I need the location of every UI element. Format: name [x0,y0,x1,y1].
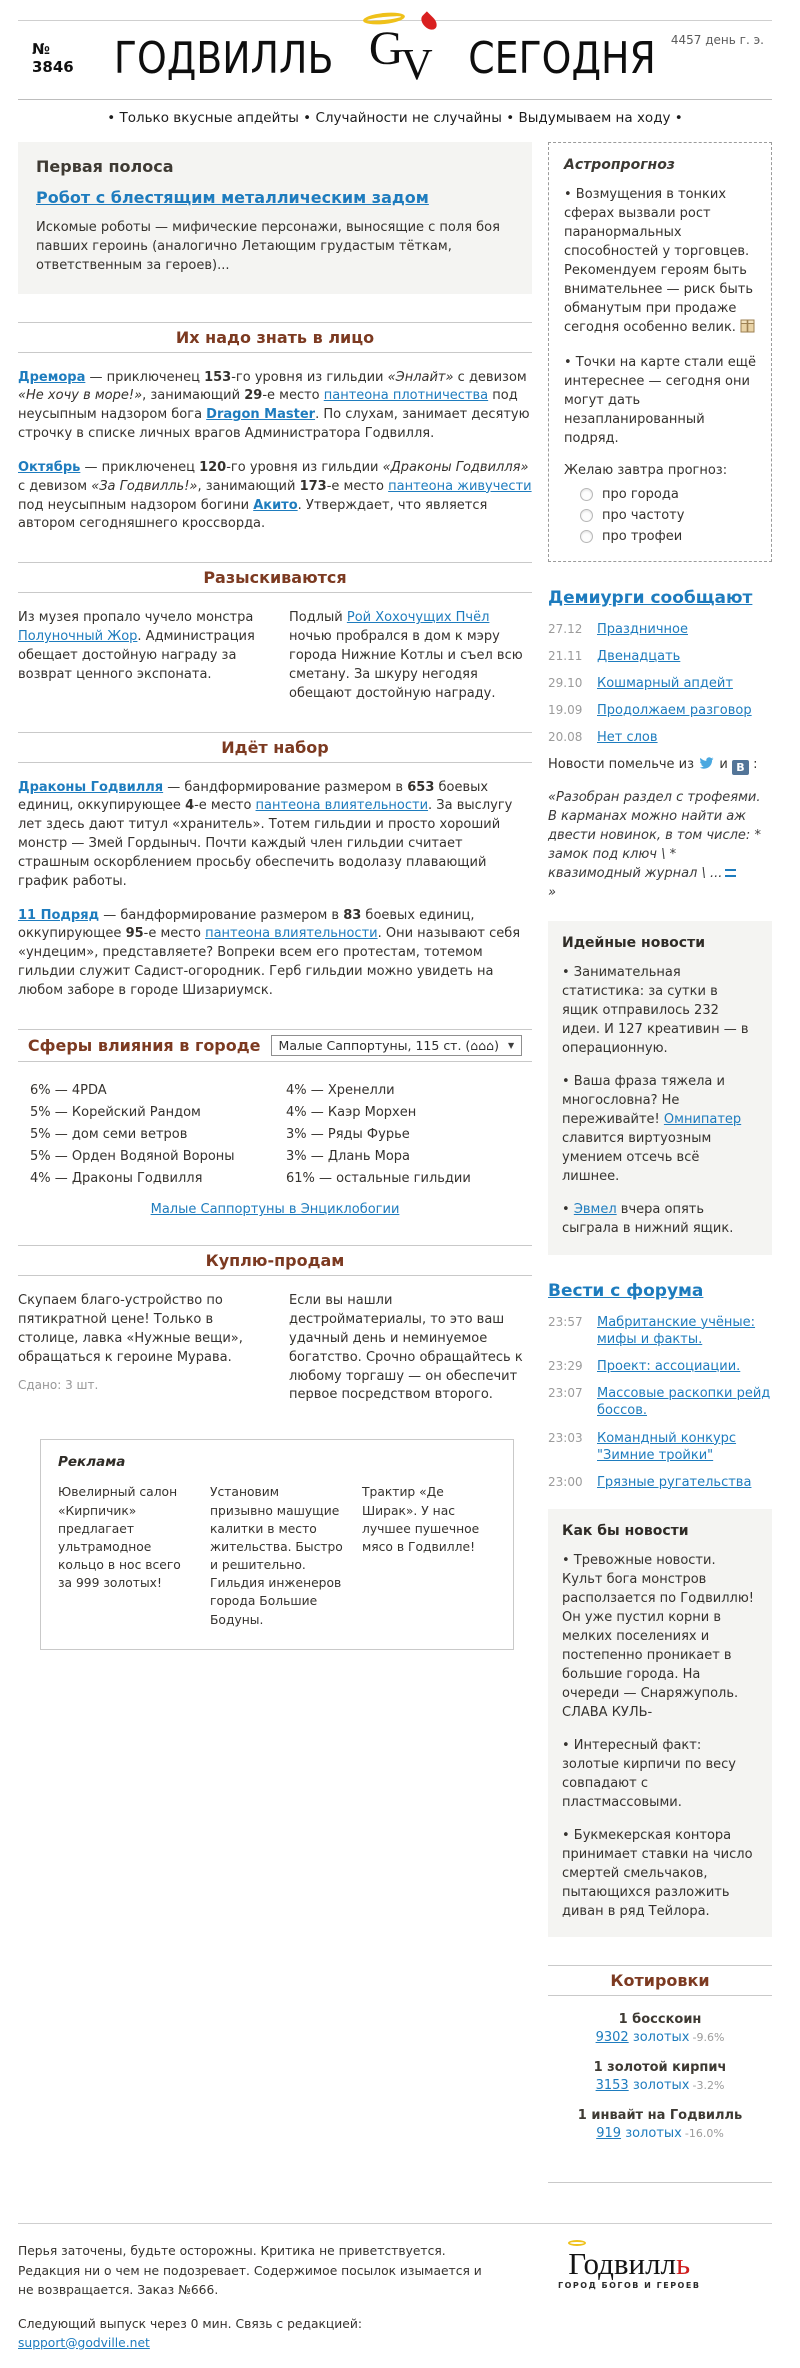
influence-row: 5% — дом семи ветров [30,1126,188,1142]
astro-heading: Астропрогноз [564,157,675,173]
godville-footer-logo: Годвилль ГОРОД БОГОВ И ГЕРОЕВ [558,2242,700,2367]
section-heading-recruiting: Идёт набор [18,732,532,763]
feed-item: 23:00 Грязные ругательства [548,1474,752,1490]
market-quotes-section [548,1965,772,2183]
ads-section [40,1439,514,1650]
logo-letter-g: G [368,22,404,75]
ad-item: Установим призывно машущие калитки в место жительства. Быстро и решительно. Гильдия инженеров города Большие Бодуны. [210,1485,343,1627]
feed-item: 29.10 Кошмарный апдейт [548,675,733,691]
market-note: Сдано: 3 шт. [18,1377,99,1392]
demiurge-post-link[interactable]: Продолжаем разговор [597,703,752,719]
twitter-icon[interactable] [698,756,715,770]
section-heading-market: Куплю-продам [18,1245,532,1276]
influence-row: 3% — Длань Мора [286,1149,411,1165]
poll-option-cities[interactable]: про города [564,484,756,505]
quote-change: -16.0% [684,2127,724,2141]
quote-value-link[interactable]: 9302 [595,2030,629,2046]
influence-left [30,1080,264,1190]
forum-topic-link[interactable]: Командный конкурс "Зимние тройки" [597,1430,737,1463]
quote-value-link[interactable]: 919 [596,2126,622,2142]
monster-link[interactable]: Рой Хохочущих Пчёл [346,610,490,626]
demiurge-post-link[interactable]: Двенадцать [597,648,681,664]
pseudo-news-heading: Как бы новости [562,1523,689,1540]
feed-item: 23:29 Проект: ассоциации. [548,1359,741,1375]
pantheon-link[interactable]: пантеона живучести [388,478,532,494]
quote-item: 1 инвайт на Годвилль 919 золотых -16.0% [577,2108,743,2142]
influence-row: 4% — Каэр Морхен [286,1104,417,1120]
hero-profile-2: Октябрь — приключенец 120-го уровня из гильдии «Драконы Годвилля» с девизом «За Годвилль!», занимающий 173-е место пантеона живучести под неусыпным надзором богини Акито. Утверждает, что является автором сегодняшнего кроссворда. [18,459,532,532]
hero-profile-1: Дремора — приключенец 153-го уровня из гильдии «Энлайт» с девизом «Не хочу в море!», занимающий 29-е место пантеона плотничества под неусыпным надзором бога Dragon Master. По слухам, занимает десятую строчку в списке личных врагов Администратора Годвилля. [18,369,530,442]
radio-button[interactable] [580,530,593,543]
market-left: Скупаем благо-устройство по пятикратной цене! Только в столице, лавка «Нужные вещи», обращаться к героине Мурава. Сдано: 3 шт. [18,1292,261,1405]
forum-heading-link[interactable]: Вести с форума [548,1280,704,1301]
poll-label: Желаю завтра прогноз: [564,462,728,478]
city-wiki-link[interactable]: Малые Саппортуны в Энциклобогии [150,1202,400,1218]
influence-row: 5% — Орден Водяной Вороны [30,1149,235,1165]
footer-disclaimer: Перья заточены, будьте осторожны. Критика не приветствуется. Редакция ни о чем не подозревает. Содержимое посылок изымается и не возвращается. Заказ №666. [18,2244,482,2297]
footer [18,2223,772,2367]
sidebar [548,128,772,2183]
influence-row: 3% — Ряды Фурье [286,1126,410,1142]
section-heading-faces: Их надо знать в лицо [18,322,532,353]
influence-row: 6% — 4PDA [30,1082,107,1098]
pantheon-link[interactable]: пантеона влиятельности [205,926,378,942]
influence-columns [18,1078,532,1192]
demiurge-post-link[interactable]: Кошмарный апдейт [597,675,733,691]
pseudo-news-item-1: • Тревожные новости. Культ бога монстров расползается по Годвиллю! Он уже пустил корни в мелких поселениях и постепенно проникает в большие города. На очереди — Снаряжуполь. СЛАВА КУЛЬ- [562,1553,755,1720]
hero-link[interactable]: Октябрь [18,459,81,475]
pseudo-news-item-2: • Интересный факт: золотые кирпичи по весу совпадают с пластмассовыми. [562,1737,736,1810]
front-page-heading: Первая полоса [36,157,174,176]
guild-profile-2: 11 Подряд — бандформирование размером в 83 боевых единиц, оккупирующее 95-е место пантеона влиятельности. Они называют себя «ундецим», представляете? Вопреки всем его протестам, тотемом гильдии служит Садист-огородник. Герб гильдии можно увидеть на любом заборе в городе Шизариумск. [18,907,521,998]
quotes-heading: Котировки [548,1965,772,1996]
feed-item: 20.08 Нет слов [548,730,658,746]
pantheon-link[interactable]: пантеона плотничества [323,388,489,404]
forum-list [548,1314,772,1491]
vk-icon[interactable]: В [732,760,749,775]
guild-link[interactable]: 11 Подряд [18,907,100,923]
front-page-section [18,142,532,294]
astro-forecast-section [548,142,772,562]
ad-item: Трактир «Де Ширак». У нас лучшее пушечное мясо в Годвилле! [362,1485,480,1554]
wanted-left: Из музея пропало чучело монстра Полуночный Жор. Администрация обещает достойную награду за возврат ценного экспоната. [18,610,255,682]
expand-icon[interactable] [725,869,736,877]
masthead-title-left: ГОДВИЛЛЬ [113,32,333,84]
logo-accent-letter: ь [676,2246,691,2282]
ad-item: Ювелирный салон «Кирпичик» предлагает ультрамодное кольцо в нос всего за 999 золотых! [58,1485,181,1591]
logo-letter-v: V [400,40,433,89]
flame-icon [418,11,439,32]
main-column [18,128,532,2183]
city-select[interactable]: Малые Саппортуны, 115 ст. (⌂⌂⌂) ▼ [271,1035,523,1056]
influence-right [286,1080,520,1190]
caret-down-icon: ▼ [507,1040,515,1050]
feed-item: 23:07 Массовые раскопки рейд боссов. [548,1386,771,1419]
monster-link[interactable]: Полуночный Жор [18,629,138,645]
radio-button[interactable] [580,488,593,501]
feed-item: 23:03 Командный конкурс "Зимние тройки" [548,1430,772,1464]
wanted-right: Подлый Рой Хохочущих Пчёл ночью пробрался в дом к мэру города Нижние Котлы и съел всю сметану. За шкуру негодяя обещают достойную награду. [289,610,523,701]
demiurge-heading [548,588,772,608]
guild-profile-1: Драконы Годвилля — бандформирование размером в 653 боевых единиц, оккупирующее 4-е место пантеона влиятельности. За выслугу лет здесь дают титул «хранитель». Тотем гильдии и просто хороший монстр — Змей Гордыныч. Почти каждый член гильдии считает страшным оскорблением просьбу обеспечить водолазу плавающий график работы. [18,779,513,889]
forum-topic-link[interactable]: Мабританские учёные: мифы и факты. [597,1314,756,1347]
quote-value-link[interactable]: 3153 [595,2078,629,2094]
feed-item: 21.11 Двенадцать [548,648,681,664]
footer-logo-subtitle: ГОРОД БОГОВ И ГЕРОЕВ [558,2281,701,2291]
idea-news-item-3: • Эвмел вчера опять сыграла в нижний ящик. [562,1201,734,1236]
demiurge-heading-link[interactable]: Демиурги сообщают [548,587,753,608]
day-counter: 4457 день г. э. [670,33,764,47]
astro-item-1: • Возмущения в тонких сферах вызвали рост паранормальных способностей у торговцев. Рекомендуем героям быть внимательнее — риск быть обманутым при продаже сегодня особенно велик. [564,186,756,340]
god-link[interactable]: Dragon Master [206,407,316,423]
influence-row: 4% — Драконы Годвилля [30,1171,203,1187]
influence-row: 4% — Хренелли [286,1082,395,1098]
idea-news-section [548,921,772,1255]
god-link[interactable]: Омнипатер [663,1111,742,1127]
forum-topic-link[interactable]: Грязные ругательства [597,1474,752,1490]
masthead-title-right: СЕГОДНЯ [468,32,656,84]
radio-button[interactable] [580,509,593,522]
godville-gv-logo [363,22,441,89]
pseudo-news-item-3: • Букмекерская контора принимает ставки на число смертей смельчаков, пытающихся разложить диван в ряд Тейлора. [562,1827,753,1919]
wanted-columns [18,609,532,703]
pseudo-news-section [548,1509,772,1937]
masthead [18,20,772,100]
quote-change: -9.6% [692,2031,725,2045]
quote-change: -3.2% [692,2079,725,2093]
front-article-teaser: Искомые роботы — мифические персонажи, выносящие с поля боя павших героинь (аналогично Летающим грудастым тёткам, ответственным за героев)... [36,220,500,273]
feed-item: 19.09 Продолжаем разговор [548,703,752,719]
tagline: • Только вкусные апдейты • Случайности не случайны • Выдумываем на ходу • [107,110,683,126]
forum-heading [548,1281,772,1301]
micro-news-quote: «Разобран раздел с трофеями. В карманах можно найти аж двести новинок, в том числе: * замок под ключ \ * квазимодный журнал \ ... » [548,790,761,901]
quote-item: 1 босскоин 9302 золотых -9.6% [595,2012,725,2046]
masthead-title [96,22,671,89]
pantheon-link[interactable]: пантеона влиятельности [255,798,429,814]
feed-item: 23:57 Мабританские учёные: мифы и факты. [548,1314,772,1348]
idea-news-item-2: • Ваша фраза тяжела и многословна? Не переживайте! Омнипатер славится виртуозным умением отсечь всё лишнее. [562,1074,742,1184]
ads-heading: Реклама [58,1454,126,1471]
influence-row: 61% — остальные гильдии [286,1171,471,1187]
section-heading-wanted: Разыскиваются [18,562,532,593]
forum-topic-link[interactable]: Массовые раскопки рейд боссов. [597,1386,771,1419]
issue-number: № 3846 [32,40,74,76]
parcel-icon [740,319,755,340]
poll-option-trophies[interactable]: про трофеи [564,526,756,547]
market-columns [18,1292,532,1405]
idea-news-heading: Идейные новости [562,935,706,952]
hero-link[interactable]: Дремора [18,369,86,385]
micro-news-lead: Новости помельче из и В : [548,757,758,775]
newspaper-page [18,0,772,2368]
demiurge-list [548,621,772,747]
demiurge-post-link[interactable]: Праздничное [597,621,688,637]
support-email-link[interactable]: support@godville.net [18,2335,150,2350]
market-right: Если вы нашли дестройматериалы, то это ваш удачный день и неминуемое богатство. Срочно обращайтесь к любому торгашу — он обеспечит первое посредством второго. [289,1293,523,1403]
forum-topic-link[interactable]: Проект: ассоциации. [597,1359,741,1375]
footer-next-issue: Следующий выпуск через 0 мин. Связь с редакцией: support@godville.net [18,2316,362,2350]
quote-item: 1 золотой кирпич 3153 золотых -3.2% [593,2060,727,2094]
god-link[interactable]: Эвмел [573,1201,617,1217]
demiurge-post-link[interactable]: Нет слов [597,730,658,746]
idea-news-item-1: • Занимательная статистика: за сутки в ящик отправилось 232 идеи. И 127 креативин — в операционную. [562,965,749,1057]
god-link[interactable]: Акито [253,497,298,513]
influence-row: 5% — Корейский Рандом [30,1104,201,1120]
front-article-link[interactable]: Робот с блестящим металлическим задом [36,188,429,207]
guild-link[interactable]: Драконы Годвилля [18,779,164,795]
section-heading-influence: Сферы влияния в городе Малые Саппортуны, 115 ст. (⌂⌂⌂) ▼ [18,1029,532,1062]
astro-item-2: • Точки на карте стали ещё интереснее — сегодня они могут дать незапланированный подряд. [564,354,756,446]
poll-option-frequency[interactable]: про частоту [564,505,756,526]
feed-item: 27.12 Праздничное [548,621,688,637]
